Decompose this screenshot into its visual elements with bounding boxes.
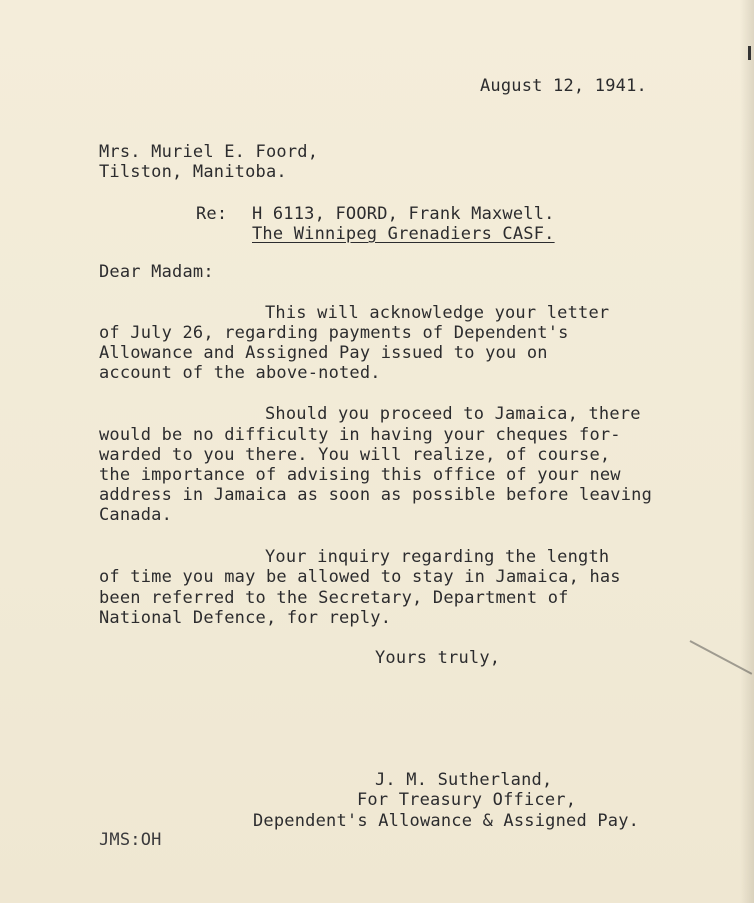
paragraph-2-line: the importance of advising this office of your new xyxy=(99,465,621,485)
paragraph-1-line: Allowance and Assigned Pay issued to you on xyxy=(99,343,548,363)
letter-date: August 12, 1941. xyxy=(480,76,647,96)
paragraph-2-line: warded to you there. You will realize, of course, xyxy=(99,445,611,465)
paragraph-3-line: been referred to the Secretary, Department of xyxy=(99,588,569,608)
paragraph-1-line: account of the above-noted. xyxy=(99,363,381,383)
recipient-name: Mrs. Muriel E. Foord, xyxy=(99,142,319,162)
paragraph-3-line: Your inquiry regarding the length xyxy=(265,547,610,567)
edge-mark xyxy=(748,46,751,60)
re-label: Re: xyxy=(196,204,228,224)
paragraph-2-line: address in Jamaica as soon as possible before leaving xyxy=(99,485,653,505)
page-edge-shadow xyxy=(740,0,754,903)
paragraph-2-line: would be no difficulty in having your cheques for- xyxy=(99,425,621,445)
paragraph-1-line: of July 26, regarding payments of Dependent's xyxy=(99,323,569,343)
re-line-2: The Winnipeg Grenadiers CASF. xyxy=(252,224,555,244)
re-line-1: H 6113, FOORD, Frank Maxwell. xyxy=(252,204,555,224)
paragraph-2-line: Canada. xyxy=(99,505,173,525)
paragraph-3-line: of time you may be allowed to stay in Jamaica, has xyxy=(99,567,621,587)
signature-name: J. M. Sutherland, xyxy=(375,770,553,790)
paragraph-1-line: This will acknowledge your letter xyxy=(265,303,610,323)
reference-initials: JMS:OH xyxy=(99,830,162,850)
recipient-address: Tilston, Manitoba. xyxy=(99,162,287,182)
paragraph-3-line: National Defence, for reply. xyxy=(99,608,392,628)
signature-department: Dependent's Allowance & Assigned Pay. xyxy=(253,811,640,831)
closing: Yours truly, xyxy=(375,648,501,668)
salutation: Dear Madam: xyxy=(99,262,214,282)
paragraph-2-line: Should you proceed to Jamaica, there xyxy=(265,404,641,424)
signature-title: For Treasury Officer, xyxy=(357,790,577,810)
